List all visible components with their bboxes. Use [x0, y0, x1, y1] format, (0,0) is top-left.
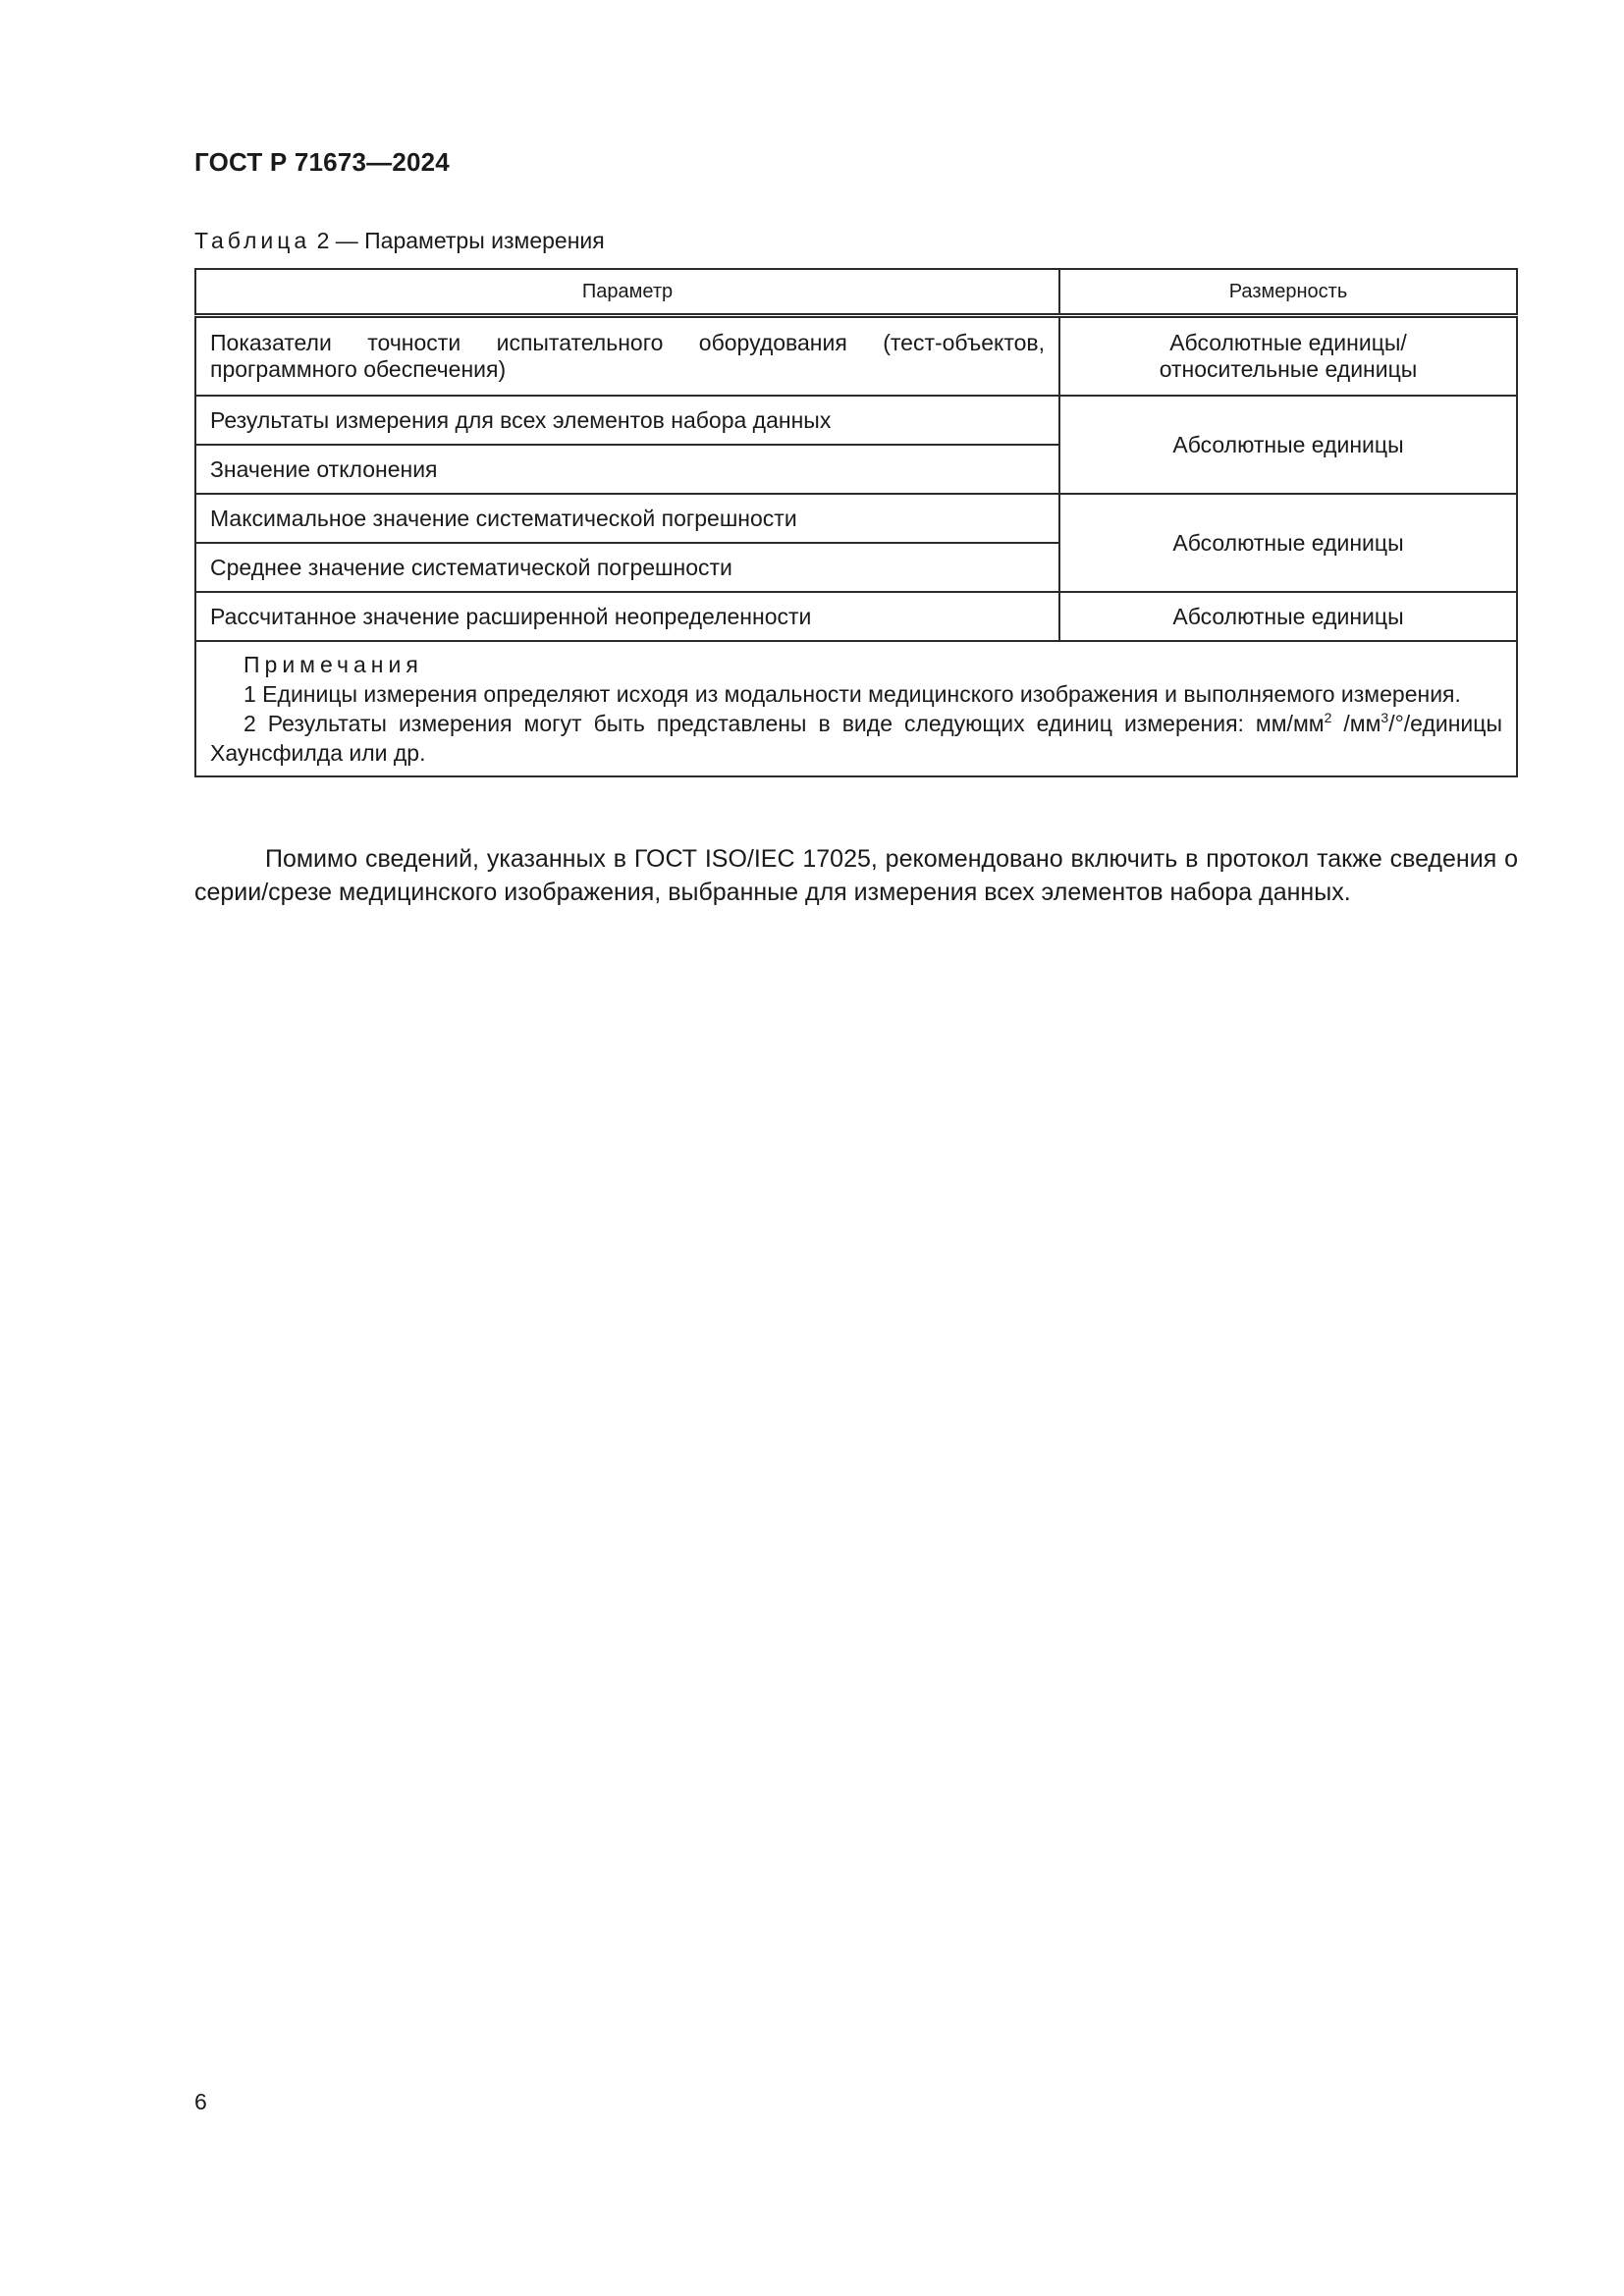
table-cell-parameter: Рассчитанное значение расширенной неопределенности	[195, 592, 1059, 641]
table-notes-row	[195, 641, 1517, 776]
table-cell-dimension	[1059, 316, 1517, 397]
table-cell-parameter: Среднее значение систематической погрешности	[195, 543, 1059, 592]
page-number: 6	[194, 2089, 207, 2114]
note-2-text: /°/единицы Хаунсфилда или др.	[210, 711, 1502, 766]
table-caption	[194, 228, 605, 254]
parameters-table	[194, 268, 1518, 777]
document-header: ГОСТ Р 71673—2024	[194, 147, 450, 177]
table-cell-dimension: Абсолютные единицы	[1059, 396, 1517, 494]
table-cell-dimension: Абсолютные единицы	[1059, 592, 1517, 641]
dimension-line: относительные единицы	[1159, 356, 1418, 382]
table-caption-title: 2 — Параметры измерения	[310, 228, 605, 253]
table-notes	[195, 641, 1517, 776]
table-cell-parameter: Максимальное значение систематической погрешности	[195, 494, 1059, 543]
note-2	[210, 709, 1502, 768]
table-row	[195, 316, 1517, 397]
dimension-line: Абсолютные единицы/	[1169, 330, 1407, 355]
column-header-parameter: Параметр	[195, 269, 1059, 316]
table-row	[195, 494, 1517, 543]
note-2-text: /мм	[1331, 711, 1381, 736]
table-cell-parameter: Результаты измерения для всех элементов набора данных	[195, 396, 1059, 445]
table-caption-label: Таблица	[194, 228, 311, 253]
note-2-text: 2 Результаты измерения могут быть представлены в виде следующих единиц измерения: мм/мм	[244, 711, 1325, 736]
table-cell-parameter: Значение отклонения	[195, 445, 1059, 494]
column-header-dimension: Размерность	[1059, 269, 1517, 316]
table-row	[195, 592, 1517, 641]
superscript: 3	[1380, 710, 1389, 725]
notes-title: Примечания	[244, 652, 423, 677]
table-row	[195, 396, 1517, 445]
note-1: 1 Единицы измерения определяют исходя из модальности медицинского изображения и выполняемого измерения.	[244, 681, 1461, 707]
table-header-row	[195, 269, 1517, 316]
table-cell-dimension: Абсолютные единицы	[1059, 494, 1517, 592]
table-cell-parameter: Показатели точности испытательного оборудования (тест-объектов, программного обеспечения)	[195, 316, 1059, 397]
superscript: 2	[1324, 710, 1332, 725]
body-paragraph: Помимо сведений, указанных в ГОСТ ISO/IEC 17025, рекомендовано включить в протокол также сведения о серии/срезе медицинского изображения, выбранные для измерения всех элементов набора данных.	[194, 845, 1518, 906]
